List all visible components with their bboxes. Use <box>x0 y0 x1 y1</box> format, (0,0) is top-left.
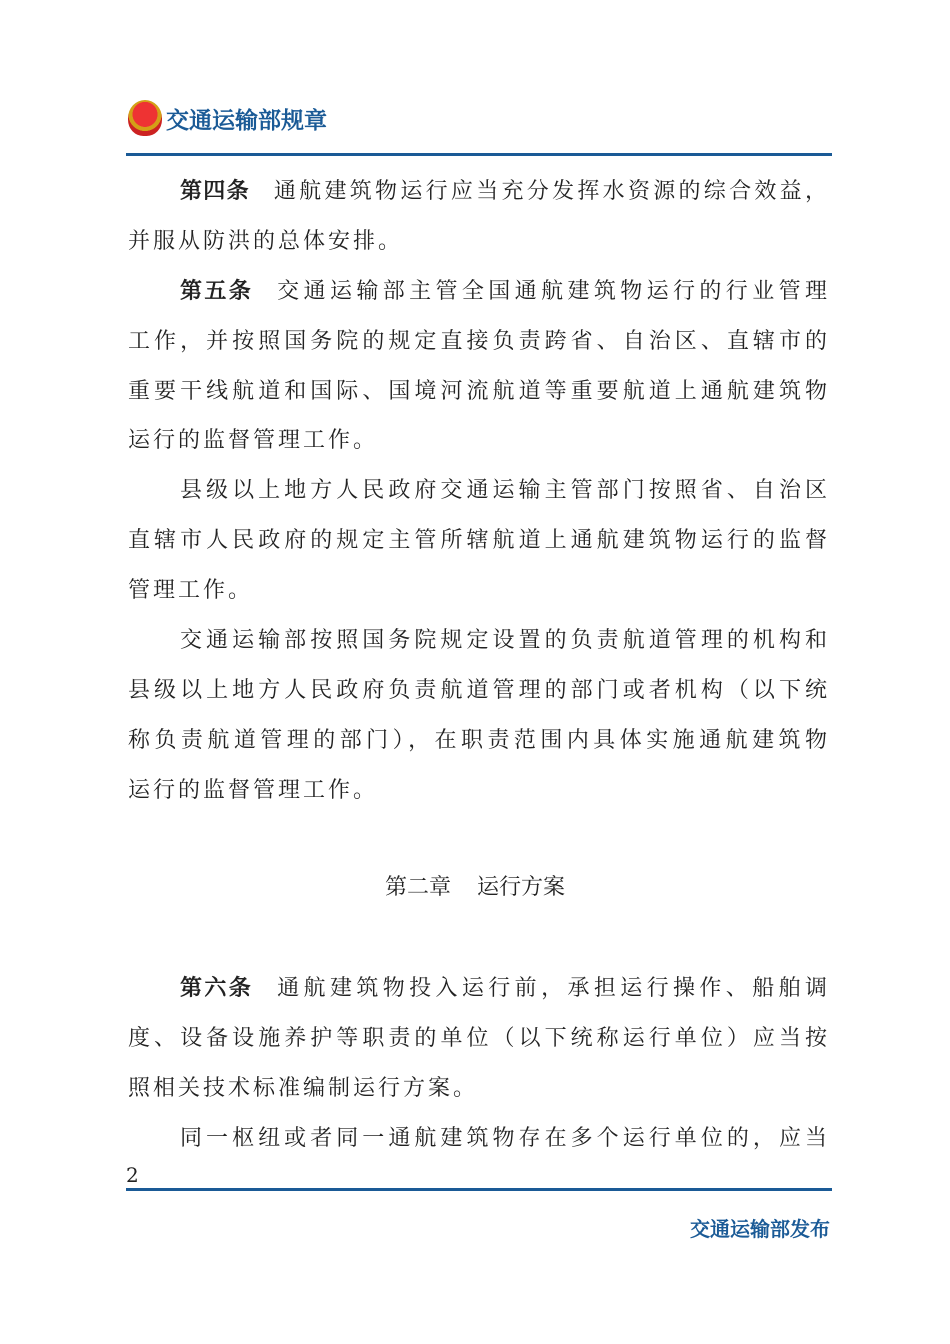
paragraph-line: 直辖市人民政府的规定主管所辖航道上通航建筑物运行的监督 <box>128 528 830 553</box>
paragraph-line: 交通运输部按照国务院规定设置的负责航道管理的机构和 <box>180 628 830 653</box>
footer-publisher: 交通运输部发布 <box>690 1217 830 1241</box>
chapter-title: 运行方案 <box>477 875 566 900</box>
paragraph-line: 管理工作。 <box>128 578 254 603</box>
paragraph-line: 县级以上地方人民政府负责航道管理的部门或者机构（以下统 <box>128 678 830 703</box>
page-number: 2 <box>126 1163 139 1187</box>
article-label: 第五条 <box>180 279 254 304</box>
article-label: 第四条 <box>180 179 250 204</box>
text: 交通运输部主管全国通航建筑物运行的行业管理 <box>277 279 830 304</box>
article-4-line <box>128 174 830 205</box>
paragraph-line: 称负责航道管理的部门），在职责范围内具体实施通航建筑物 <box>128 728 830 753</box>
article-6-line <box>128 971 830 1002</box>
paragraph-line: 县级以上地方人民政府交通运输主管部门按照省、自治区 <box>180 478 830 503</box>
article-6-line: 照相关技术标准编制运行方案。 <box>128 1076 479 1101</box>
article-6-line: 度、设备设施养护等职责的单位（以下统称运行单位）应当按 <box>128 1026 830 1051</box>
chapter-heading <box>0 870 950 901</box>
article-5-line: 运行的监督管理工作。 <box>128 428 379 453</box>
article-5-line <box>128 274 830 305</box>
article-label: 第六条 <box>180 976 254 1001</box>
text: 通航建筑物投入运行前，承担运行操作、船舶调 <box>277 976 830 1001</box>
text: 通航建筑物运行应当充分发挥水资源的综合效益， <box>273 179 830 204</box>
header-title: 交通运输部规章 <box>166 107 327 134</box>
article-4-line: 并服从防洪的总体安排。 <box>128 229 404 254</box>
article-5-line: 工作，并按照国务院的规定直接负责跨省、自治区、直辖市的 <box>128 329 830 354</box>
footer-rule <box>126 1188 832 1191</box>
paragraph-line: 运行的监督管理工作。 <box>128 778 379 803</box>
document-header <box>128 100 327 136</box>
national-emblem-icon <box>128 100 162 136</box>
article-5-line: 重要干线航道和国际、国境河流航道等重要航道上通航建筑物 <box>128 379 830 404</box>
chapter-number: 第二章 <box>384 875 451 900</box>
header-rule <box>126 153 832 156</box>
paragraph-line: 同一枢纽或者同一通航建筑物存在多个运行单位的，应当 <box>180 1126 830 1151</box>
